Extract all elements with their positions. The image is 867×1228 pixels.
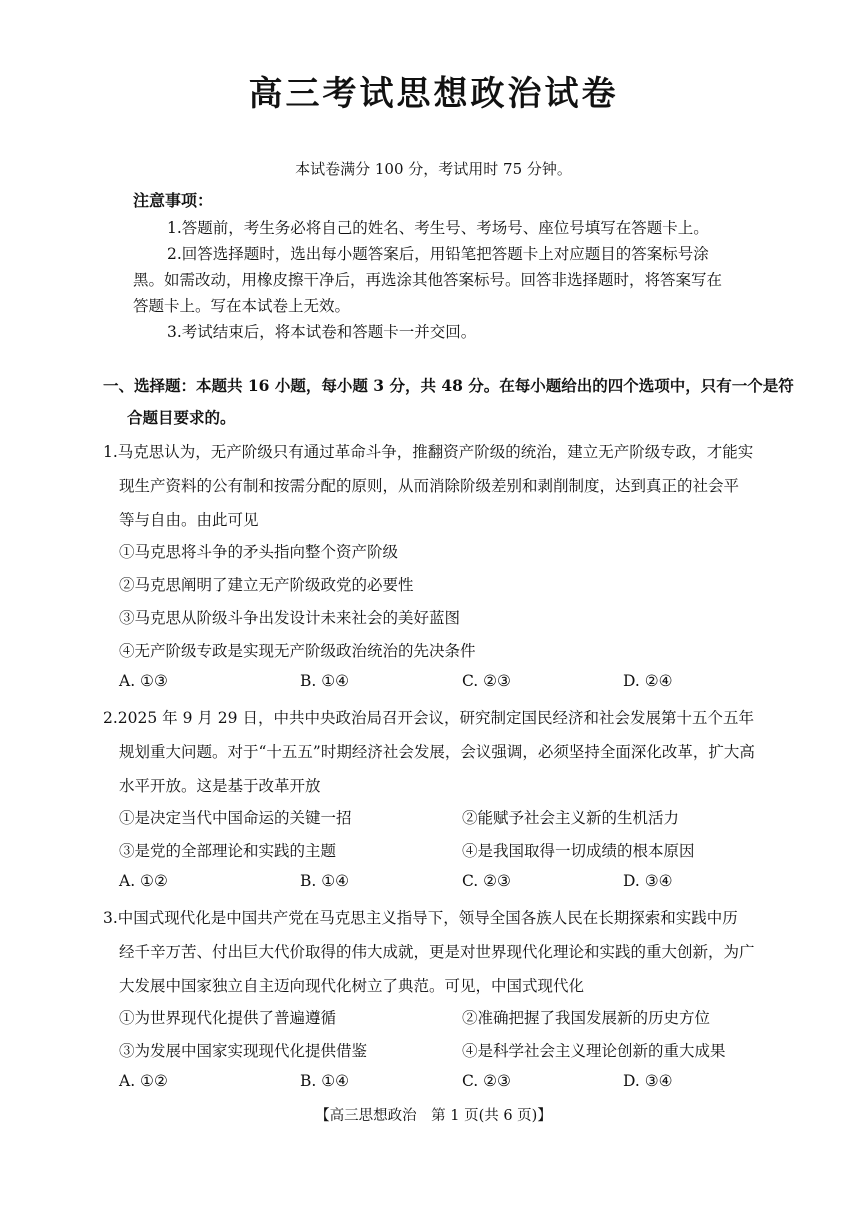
notice-line: 1.答题前，考生务必将自己的姓名、考生号、考场号、座位号填写在答题卡上。 bbox=[167, 219, 709, 237]
question-3-item: ①为世界现代化提供了普遍遵循 bbox=[119, 1009, 337, 1027]
question-1-choice-d: D. ②④ bbox=[623, 672, 673, 690]
question-3-item: ④是科学社会主义理论创新的重大成果 bbox=[462, 1042, 726, 1060]
question-1-stem: 等与自由。由此可见 bbox=[119, 511, 259, 529]
notice-line: 答题卡上。写在本试卷上无效。 bbox=[133, 297, 351, 315]
question-3-choice-c: C. ②③ bbox=[462, 1072, 511, 1090]
notice-line: 黑。如需改动，用橡皮擦干净后，再选涂其他答案标号。回答非选择题时，将答案写在 bbox=[133, 271, 723, 289]
question-2-item: ③是党的全部理论和实践的主题 bbox=[119, 842, 337, 860]
exam-info: 本试卷满分 100 分，考试用时 75 分钟。 bbox=[295, 160, 572, 178]
question-2-choice-a: A. ①② bbox=[119, 872, 168, 890]
question-3-choice-a: A. ①② bbox=[119, 1072, 168, 1090]
question-2-choice-b: B. ①④ bbox=[300, 872, 350, 890]
question-1-item: ③马克思从阶级斗争出发设计未来社会的美好蓝图 bbox=[119, 609, 461, 627]
question-2-stem: 2.2025 年 9 月 29 日，中共中央政治局召开会议，研究制定国民经济和社会发展第十五个五年 bbox=[103, 709, 754, 727]
section-heading-cont: 合题目要求的。 bbox=[127, 408, 236, 427]
notice-line: 3.考试结束后，将本试卷和答题卡一并交回。 bbox=[167, 323, 477, 341]
question-1-choice-c: C. ②③ bbox=[462, 672, 511, 690]
question-1-stem: 1.马克思认为，无产阶级只有通过革命斗争，推翻资产阶级的统治，建立无产阶级专政，才能实 bbox=[103, 443, 754, 461]
question-3-stem: 3.中国式现代化是中国共产党在马克思主义指导下，领导全国各族人民在长期探索和实践中历 bbox=[103, 909, 738, 927]
question-1-item: ②马克思阐明了建立无产阶级政党的必要性 bbox=[119, 576, 414, 594]
notice-heading: 注意事项： bbox=[133, 191, 214, 210]
question-2-choice-c: C. ②③ bbox=[462, 872, 511, 890]
question-1-item: ①马克思将斗争的矛头指向整个资产阶级 bbox=[119, 543, 399, 561]
question-3-stem: 大发展中国家独立自主迈向现代化树立了典范。可见，中国式现代化 bbox=[119, 977, 585, 995]
notice-line: 2.回答选择题时，选出每小题答案后，用铅笔把答题卡上对应题目的答案标号涂 bbox=[167, 245, 709, 263]
section-heading: 一、选择题：本题共 16 小题，每小题 3 分，共 48 分。在每小题给出的四个选项中，只有一个是符 bbox=[103, 376, 794, 395]
question-3-choice-d: D. ③④ bbox=[623, 1072, 673, 1090]
question-2-stem: 水平开放。这是基于改革开放 bbox=[119, 777, 321, 795]
question-3-item: ③为发展中国家实现现代化提供借鉴 bbox=[119, 1042, 368, 1060]
question-2-item: ④是我国取得一切成绩的根本原因 bbox=[462, 842, 695, 860]
page-footer: 【高三思想政治 第 1 页(共 6 页)】 bbox=[315, 1108, 552, 1124]
question-3-stem: 经千辛万苦、付出巨大代价取得的伟大成就，更是对世界现代化理论和实践的重大创新，为广 bbox=[119, 943, 755, 961]
question-2-item: ②能赋予社会主义新的生机活力 bbox=[462, 809, 680, 827]
question-2-choice-d: D. ③④ bbox=[623, 872, 673, 890]
question-2-item: ①是决定当代中国命运的关键一招 bbox=[119, 809, 352, 827]
question-1-choice-b: B. ①④ bbox=[300, 672, 350, 690]
page-title: 高三考试思想政治试卷 bbox=[248, 74, 619, 114]
question-1-choice-a: A. ①③ bbox=[119, 672, 168, 690]
question-1-stem: 现生产资料的公有制和按需分配的原则，从而消除阶级差别和剥削制度，达到真正的社会平 bbox=[119, 477, 740, 495]
question-2-stem: 规划重大问题。对于“十五五”时期经济社会发展，会议强调，必须坚持全面深化改革，扩大高 bbox=[119, 743, 755, 761]
question-3-item: ②准确把握了我国发展新的历史方位 bbox=[462, 1009, 711, 1027]
question-3-choice-b: B. ①④ bbox=[300, 1072, 350, 1090]
question-1-item: ④无产阶级专政是实现无产阶级政治统治的先决条件 bbox=[119, 642, 476, 660]
